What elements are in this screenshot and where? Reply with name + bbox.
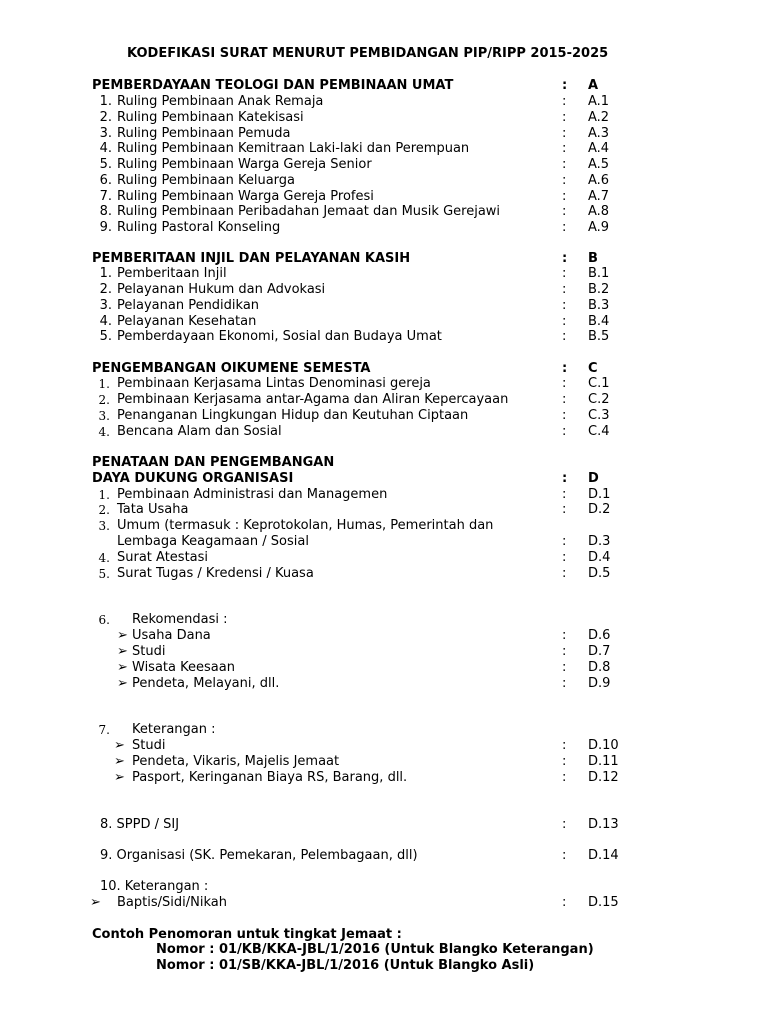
arrow-bullet-icon: ➢ [117, 660, 128, 675]
item-label: Pemberitaan Injil [117, 266, 227, 281]
colon: : [562, 534, 567, 549]
colon: : [562, 848, 567, 863]
item-label: Pembinaan Administrasi dan Managemen [117, 487, 388, 502]
colon: : [562, 644, 567, 659]
item-number: 3. [98, 519, 110, 533]
item-number: 6. [99, 173, 112, 188]
colon: : [562, 173, 567, 188]
example-line-2: Nomor : 01/SB/KKA-JBL/1/2016 (Untuk Blangko Asli) [156, 958, 535, 973]
section-code: C [588, 361, 598, 376]
example-heading: Contoh Penomoran untuk tingkat Jemaat : [92, 927, 402, 942]
item-label: Pembinaan Kerjasama Lintas Denominasi gereja [117, 376, 431, 391]
item-label: Ruling Pembinaan Keluarga [117, 173, 296, 188]
item-number: 8. [99, 204, 112, 219]
colon: : [562, 94, 567, 109]
item-label: Pelayanan Pendidikan [117, 298, 260, 313]
colon: : [562, 471, 568, 486]
colon: : [562, 424, 567, 439]
section-heading: PEMBERDAYAAN TEOLOGI DAN PEMBINAAN UMAT [92, 78, 454, 93]
sub-item-label: Pendeta, Melayani, dll. [132, 676, 280, 691]
item-label: Ruling Pembinaan Pemuda [117, 126, 291, 141]
item-code: A.6 [588, 173, 610, 188]
item-code: A.2 [588, 110, 610, 125]
item-number: 1. [98, 377, 110, 391]
section-code: A [588, 78, 599, 93]
item-label: Pelayanan Kesehatan [117, 314, 257, 329]
item-label: Ruling Pembinaan Warga Gereja Profesi [117, 189, 374, 204]
item-number: 6. [98, 613, 110, 627]
section-heading: PEMBERITAAN INJIL DAN PELAYANAN KASIH [92, 251, 411, 266]
item-code: D.14 [588, 848, 619, 863]
section-code: D [588, 471, 599, 486]
arrow-bullet-icon: ➢ [117, 644, 128, 659]
colon: : [562, 895, 567, 910]
item-label: Ruling Pembinaan Peribadahan Jemaat dan Musik Gerejawi [117, 204, 501, 219]
item-label: Ruling Pastoral Konseling [117, 220, 281, 235]
colon: : [562, 754, 567, 769]
colon: : [562, 408, 567, 423]
item-code: A.3 [588, 126, 610, 141]
item-code: B.1 [588, 266, 610, 281]
item-code: D.6 [588, 628, 611, 643]
colon: : [562, 660, 567, 675]
arrow-bullet-icon: ➢ [114, 754, 125, 769]
colon: : [562, 110, 567, 125]
item-label-continued: Lembaga Keagamaan / Sosial [117, 534, 309, 549]
item-label: Penanganan Lingkungan Hidup dan Keutuhan Ciptaan [117, 408, 469, 423]
sub-item-label: Usaha Dana [132, 628, 211, 643]
sub-item-label: Baptis/Sidi/Nikah [117, 895, 227, 910]
item-number: 3. [99, 126, 112, 141]
item-code: C.3 [588, 408, 610, 423]
item-label: Ruling Pembinaan Anak Remaja [117, 94, 324, 109]
item-number: 4. [99, 314, 112, 329]
item-code: A.4 [588, 141, 610, 156]
item-label: 8. SPPD / SIJ [100, 817, 180, 832]
colon: : [562, 78, 568, 93]
sub-item-label: Studi [132, 738, 166, 753]
group-label: 10. Keterangan : [100, 879, 209, 894]
item-code: D.3 [588, 534, 611, 549]
arrow-bullet-icon: ➢ [90, 895, 101, 910]
item-label: Bencana Alam dan Sosial [117, 424, 282, 439]
item-number: 1. [99, 266, 112, 281]
item-label: Ruling Pembinaan Kemitraan Laki-laki dan Perempuan [117, 141, 470, 156]
arrow-bullet-icon: ➢ [114, 770, 125, 785]
item-code: D.11 [588, 754, 619, 769]
item-number: 9. [99, 220, 112, 235]
colon: : [562, 628, 567, 643]
item-number: 3. [99, 298, 112, 313]
item-label: Ruling Pembinaan Warga Gereja Senior [117, 157, 372, 172]
item-number: 4. [98, 425, 110, 439]
colon: : [562, 738, 567, 753]
item-number: 1. [99, 94, 112, 109]
group-label: Rekomendasi : [132, 612, 228, 627]
colon: : [562, 314, 567, 329]
item-number: 7. [99, 189, 112, 204]
colon: : [562, 566, 567, 581]
arrow-bullet-icon: ➢ [117, 628, 128, 643]
item-number: 2. [99, 110, 112, 125]
item-code: D.12 [588, 770, 619, 785]
colon: : [562, 204, 567, 219]
item-code: D.4 [588, 550, 611, 565]
item-code: A.9 [588, 220, 610, 235]
item-code: A.7 [588, 189, 610, 204]
sub-item-label: Pendeta, Vikaris, Majelis Jemaat [132, 754, 340, 769]
colon: : [562, 157, 567, 172]
item-code: A.8 [588, 204, 610, 219]
item-number: 5. [99, 157, 112, 172]
item-number: 7. [98, 723, 110, 737]
section-heading: PENATAAN DAN PENGEMBANGAN [92, 455, 335, 470]
item-code: C.4 [588, 424, 610, 439]
item-number: 2. [98, 393, 110, 407]
item-code: C.1 [588, 376, 610, 391]
colon: : [562, 266, 567, 281]
item-code: D.10 [588, 738, 619, 753]
item-number: 4. [98, 551, 110, 565]
item-number: 3. [98, 409, 110, 423]
sub-item-label: Wisata Keesaan [132, 660, 235, 675]
colon: : [562, 502, 567, 517]
item-code: D.13 [588, 817, 619, 832]
item-code: D.9 [588, 676, 611, 691]
item-code: D.2 [588, 502, 611, 517]
item-label: Ruling Pembinaan Katekisasi [117, 110, 304, 125]
sub-item-label: Studi [132, 644, 166, 659]
sub-item-label: Pasport, Keringanan Biaya RS, Barang, dll. [132, 770, 408, 785]
colon: : [562, 141, 567, 156]
colon: : [562, 126, 567, 141]
item-code: A.1 [588, 94, 610, 109]
item-label: Pelayanan Hukum dan Advokasi [117, 282, 326, 297]
item-number: 5. [98, 567, 110, 581]
item-code: D.5 [588, 566, 611, 581]
colon: : [562, 487, 567, 502]
item-code: C.2 [588, 392, 610, 407]
item-number: 2. [98, 503, 110, 517]
item-label: Surat Tugas / Kredensi / Kuasa [117, 566, 314, 581]
colon: : [562, 376, 567, 391]
arrow-bullet-icon: ➢ [117, 676, 128, 691]
item-code: A.5 [588, 157, 610, 172]
item-label: Tata Usaha [117, 502, 189, 517]
item-label: Umum (termasuk : Keprotokolan, Humas, Pemerintah dan [117, 518, 494, 533]
colon: : [562, 220, 567, 235]
colon: : [562, 282, 567, 297]
item-code: D.1 [588, 487, 611, 502]
item-code: D.8 [588, 660, 611, 675]
colon: : [562, 770, 567, 785]
colon: : [562, 392, 567, 407]
colon: : [562, 298, 567, 313]
section-heading-line2: DAYA DUKUNG ORGANISASI [92, 471, 294, 486]
colon: : [562, 329, 567, 344]
colon: : [562, 817, 567, 832]
colon: : [562, 361, 568, 376]
item-code: D.15 [588, 895, 619, 910]
item-code: B.3 [588, 298, 610, 313]
item-code: D.7 [588, 644, 611, 659]
document-title: KODEFIKASI SURAT MENURUT PEMBIDANGAN PIP/RIPP 2015-2025 [127, 46, 609, 61]
item-code: B.2 [588, 282, 610, 297]
item-number: 5. [99, 329, 112, 344]
section-heading: PENGEMBANGAN OIKUMENE SEMESTA [92, 361, 371, 376]
item-label: Pembinaan Kerjasama antar-Agama dan Aliran Kepercayaan [117, 392, 509, 407]
item-number: 2. [99, 282, 112, 297]
colon: : [562, 676, 567, 691]
colon: : [562, 189, 567, 204]
colon: : [562, 550, 567, 565]
example-line-1: Nomor : 01/KB/KKA-JBL/1/2016 (Untuk Blangko Keterangan) [156, 942, 594, 957]
item-label: Pemberdayaan Ekonomi, Sosial dan Budaya Umat [117, 329, 442, 344]
item-number: 4. [99, 141, 112, 156]
group-label: Keterangan : [132, 722, 216, 737]
item-label: Surat Atestasi [117, 550, 209, 565]
item-code: B.5 [588, 329, 610, 344]
colon: : [562, 251, 568, 266]
item-label: 9. Organisasi (SK. Pemekaran, Pelembagaan, dll) [100, 848, 418, 863]
arrow-bullet-icon: ➢ [114, 738, 125, 753]
item-number: 1. [98, 488, 110, 502]
section-code: B [588, 251, 598, 266]
item-code: B.4 [588, 314, 610, 329]
